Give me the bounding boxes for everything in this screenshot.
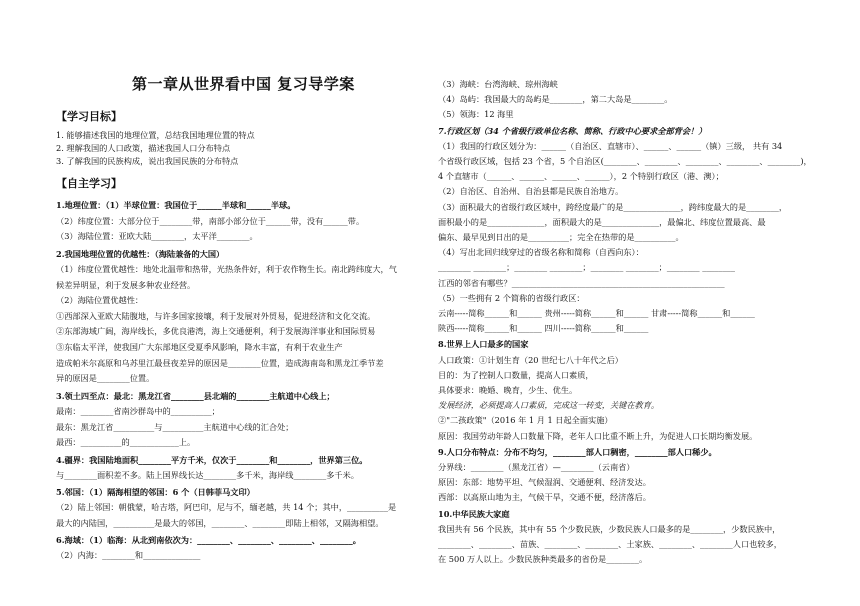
text-line: 最东：黑龙江省__________与__________主航道中心线的汇合处； (56, 421, 294, 432)
goal-item: 2. 理解我国的人口政策，描述我国人口分布特点 (56, 143, 231, 153)
text-line: 最西：__________的____________上。 (56, 437, 196, 448)
goals-heading: 【学习目标】 (56, 110, 122, 123)
text-line: 陕西-----简称______和______ 四川-----简称______和______ (438, 323, 649, 334)
text-line: ②"二孩政策"（2016 年 1 月 1 日起全面实施） (438, 415, 613, 426)
text-line: ③东临太平洋，使我国广大东部地区受夏季风影响，降水丰富，有利于农业生产 (56, 341, 343, 352)
text-line: 8.世界上人口最多的国家 (438, 339, 529, 350)
text-line: 面积最小的是______________，面积最大的是______________，最偏北、纬度位置最高、最 (438, 216, 766, 227)
study-heading: 【自主学习】 (56, 177, 122, 190)
text-line: 人口政策：①计划生育（20 世纪七八十年代之后） (438, 354, 623, 365)
text-line: 在 500 万人以上。少数民族种类最多的省份是________。 (438, 554, 648, 565)
text-line: 我国共有 56 个民族，其中有 55 个少数民族，少数民族人口最多的是________，少数民族中， (438, 523, 781, 534)
text-line: （5）领海：12 海里 (438, 109, 514, 120)
text-line: ________ ________；________ ________；________ ________；________ ________ (438, 262, 735, 273)
text-line: （2）内海：________和______________ (56, 550, 201, 561)
text-line: 4.疆界：我国陆地面积________平方千米，仅次于________和________，世界第三位。 (56, 454, 368, 465)
text-line: （5）一些拥有 2 个简称的省级行政区： (438, 292, 585, 303)
text-line: 1.地理位置：（1）半球位置：我国位于______半球和______半球。 (56, 200, 296, 210)
text-line: ①西部深入亚欧大陆腹地，与许多国家接壤，利于发展对外贸易，促进经济和文化交流。 (56, 310, 376, 321)
text-line: 原因：我国劳动年龄人口数量下降，老年人口比重不断上升，为促进人口长期均衡发展。 (438, 430, 758, 441)
text-line: 2.我国地理位置的优越性：（海陆兼备的大国） (56, 248, 225, 259)
text-line: 个省级行政区域，包括 23 个省，5 个自治区(________、________、________、________、________)， (438, 156, 812, 166)
text-line: 目的：为了控制人口数量，提高人口素质， (438, 369, 594, 380)
text-line: 发展经济，必须提高人口素质，完成这一转变，关键在教育。 (438, 400, 660, 411)
text-line: （4）岛屿：我国最大的岛屿是________，第二大岛是________。 (438, 94, 673, 105)
text-line: （2）海陆位置优越性： (56, 295, 144, 306)
text-line: 与________面积差不多。陆上国界线长达________多千米，海岸线________多千米。 (56, 470, 359, 481)
text-line: 3.领土四至点：最北：黑龙江省________县北端的________主航道中心线上； (56, 390, 335, 401)
text-line: 4 个直辖市（______、______、______、______），2 个特别行政区（港、澳）； (438, 171, 724, 182)
text-line: （3）面积最大的省级行政区域中，跨经度最广的是______________，跨纬度最大的是________， (438, 201, 788, 212)
text-line: （1）我国的行政区划分为：______（自治区、直辖市）、______、______（镇）三级， 共有 34 (438, 140, 783, 151)
goal-item: 1. 能够描述我国的地理位置，总结我国地理位置的特点 (56, 130, 255, 140)
text-line: 7.行政区划（34 个省级行政单位名称、简称、行政中心要求全部背会！） (438, 125, 707, 136)
text-line: 10.中华民族大家庭 (438, 508, 510, 519)
text-line: 最南：________省南沙群岛中的__________； (56, 406, 220, 417)
text-line: 5.邻国：（1）隔海相望的邻国：6 个（日韩菲马文印） (56, 486, 255, 497)
text-line: （3）海陆位置：亚欧大陆________，太平洋________。 (56, 231, 258, 242)
text-line: （2）陆上邻国：朝俄蒙，哈吉塔，阿巴印，尼与不，缅老越，共 14 个；其中，__________是 (56, 502, 397, 513)
text-line: （1）纬度位置优越性：地处北温带和热带，光热条件好，利于农作物生长。南北跨纬度大，气 (56, 264, 397, 275)
text-line: 造成帕米尔高原和乌苏里江最昼夜差异的原因是________位置，造成海南岛和黑龙江季节差 (56, 357, 384, 368)
text-line: 6.海域：（1）临海：从北到南依次为：________、________、________、________。 (56, 534, 361, 545)
text-line: （2）自治区、自治州、自治县都是民族自治地方。 (438, 186, 624, 197)
text-line: ________、________、苗族、________、________、土家族、________、________人口也较多， (438, 539, 782, 549)
text-line: （3）海峡：台湾海峡、琼州海峡 (438, 79, 558, 89)
text-line: （2）纬度位置：大部分位于________带，南部小部分位于______带，没有______带。 (56, 215, 365, 226)
goal-item: 3. 了解我国的民族构成，说出我国民族的分布特点 (56, 156, 239, 166)
text-line: 异的原因是________位置。 (56, 373, 155, 384)
text-line: 候差异明显，利于发展多种农业经营。 (56, 279, 196, 290)
text-line: 偏东、最早见到日出的是__________；完全在热带的是__________。 (438, 232, 684, 242)
page-title: 第一章从世界看中国 复习导学案 (132, 75, 355, 93)
text-line: 最大的内陆国，__________是最大的邻国，________、________即陆上相邻，又隔海相望。 (56, 518, 384, 528)
text-line: 江西的邻省有哪些？____________________________________________________ (438, 277, 725, 288)
text-line: 分界线：________（黑龙江省）—________（云南省） (438, 462, 635, 472)
text-line: 云南-----简称______和______ 贵州-----简称______和______ 甘肃-----简称______和______ (438, 308, 755, 318)
text-line: 西部：以高原山地为主，气候干旱，交通不便，经济落后。 (438, 492, 651, 503)
text-line: 原因：东部：地势平坦、气候湿润、交通便利、经济发达。 (438, 477, 651, 488)
text-line: 9.人口分布特点：分布不均匀，________部人口稠密，________部人口稀少。 (438, 446, 717, 457)
text-line: ②东部海域广阔，海岸线长，多优良港湾，海上交通便利，利于发展海洋事业和国际贸易 (56, 326, 376, 337)
text-line: 具体要求：晚婚、晚育，少生、优生。 (438, 385, 578, 395)
text-line: （4）写出北回归线穿过的省级名称和简称（自西向东）： (438, 247, 644, 258)
